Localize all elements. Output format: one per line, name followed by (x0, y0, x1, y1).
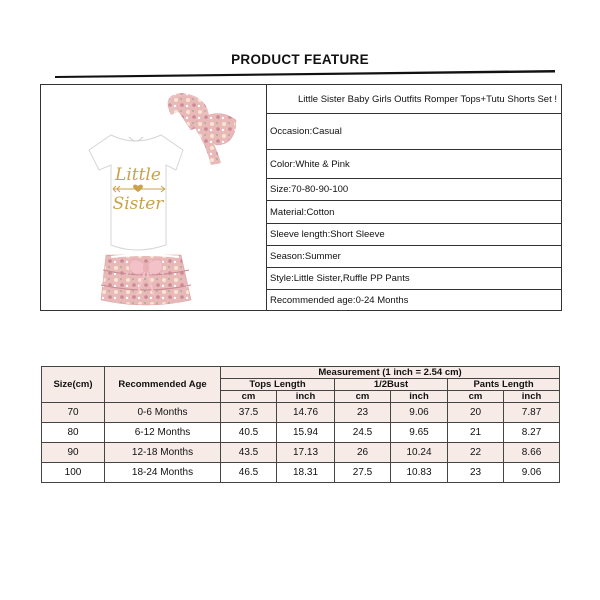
table-cell: 9.65 (391, 423, 448, 443)
romper (89, 135, 183, 250)
table-row (42, 403, 560, 423)
table-cell: 10.83 (391, 463, 448, 483)
table-row (42, 443, 560, 463)
size-chart-table (41, 366, 560, 483)
table-cell: 43.5 (221, 443, 277, 463)
spec-color (267, 150, 561, 179)
spec-list (267, 85, 561, 310)
unit-header: cm (448, 391, 504, 403)
table-cell: 27.5 (335, 463, 391, 483)
table-cell: 20 (448, 403, 504, 423)
table-cell: 9.06 (391, 403, 448, 423)
table-cell: 9.06 (504, 463, 560, 483)
spec-value: 70-80-90-100 (291, 184, 349, 195)
table-cell: 8.27 (504, 423, 560, 443)
spec-value: White & Pink (295, 158, 350, 170)
table-cell: 26 (335, 443, 391, 463)
table-cell: 0-6 Months (105, 403, 221, 423)
table-cell: 46.5 (221, 463, 277, 483)
ruffle-shorts (101, 255, 191, 305)
spec-value: Summer (304, 251, 341, 262)
product-feature-panel (40, 84, 562, 311)
unit-header: inch (391, 391, 448, 403)
spec-style (267, 268, 561, 290)
table-cell: 7.87 (504, 403, 560, 423)
spec-value: Short Sleeve (330, 229, 385, 240)
table-cell: 24.5 (335, 423, 391, 443)
table-cell: 21 (448, 423, 504, 443)
table-cell: 40.5 (221, 423, 277, 443)
spec-value: Little Sister,Ruffle PP Pants (293, 273, 410, 284)
romper-print-line1: Little (115, 165, 161, 185)
table-cell: 18.31 (277, 463, 335, 483)
age-column-header: Recommended Age (105, 367, 221, 403)
spec-recommended-age (267, 290, 561, 310)
measurement-header: Measurement (1 inch = 2.54 cm) (221, 367, 560, 379)
title-underline (55, 70, 555, 78)
spec-value: Cotton (306, 206, 335, 218)
table-cell: 70 (42, 403, 105, 423)
unit-header: inch (277, 391, 335, 403)
table-cell: 100 (42, 463, 105, 483)
table-cell: 10.24 (391, 443, 448, 463)
baby-outfit-photo-icon (41, 85, 267, 310)
spec-sleeve-length (267, 224, 561, 246)
spec-value: Casual (312, 126, 342, 137)
unit-header: cm (335, 391, 391, 403)
unit-header: inch (504, 391, 560, 403)
spec-label: Sleeve length: (270, 229, 331, 240)
table-cell: 8.66 (504, 443, 560, 463)
table-cell: 90 (42, 443, 105, 463)
table-cell: 22 (448, 443, 504, 463)
table-cell: 17.13 (277, 443, 335, 463)
romper-print-line2: Sister (112, 194, 164, 214)
page-title: PRODUCT FEATURE (231, 52, 369, 67)
spec-material (267, 201, 561, 224)
half-bust-header: 1/2Bust (335, 379, 448, 391)
spec-occasion (267, 114, 561, 150)
spec-label: Size: (270, 184, 292, 195)
table-cell: 15.94 (277, 423, 335, 443)
size-column-header: Size(cm) (42, 367, 105, 403)
spec-value: 0-24 Months (355, 294, 409, 306)
product-photo (41, 85, 267, 310)
table-cell: 14.76 (277, 403, 335, 423)
spec-season (267, 246, 561, 268)
table-row (42, 463, 560, 483)
tops-length-header: Tops Length (221, 379, 335, 391)
pants-length-header: Pants Length (448, 379, 560, 391)
table-cell: 6-12 Months (105, 423, 221, 443)
table-cell: 23 (335, 403, 391, 423)
spec-size (267, 179, 561, 201)
table-cell: 23 (448, 463, 504, 483)
spec-label: Season: (270, 251, 305, 262)
spec-label: Recommended age: (270, 294, 356, 306)
table-cell: 80 (42, 423, 105, 443)
table-row (42, 423, 560, 443)
table-cell: 12-18 Months (105, 443, 221, 463)
table-cell: 37.5 (221, 403, 277, 423)
spec-label: Material: (270, 206, 307, 218)
table-cell: 18-24 Months (105, 463, 221, 483)
product-title-text: Little Sister Baby Girls Outfits Romper Tops+Tutu Shorts Set ! (298, 93, 557, 105)
spec-label: Occasion: (270, 126, 313, 137)
spec-label: Style: (270, 273, 294, 284)
spec-label: Color: (270, 158, 296, 170)
product-title (267, 85, 561, 114)
unit-header: cm (221, 391, 277, 403)
